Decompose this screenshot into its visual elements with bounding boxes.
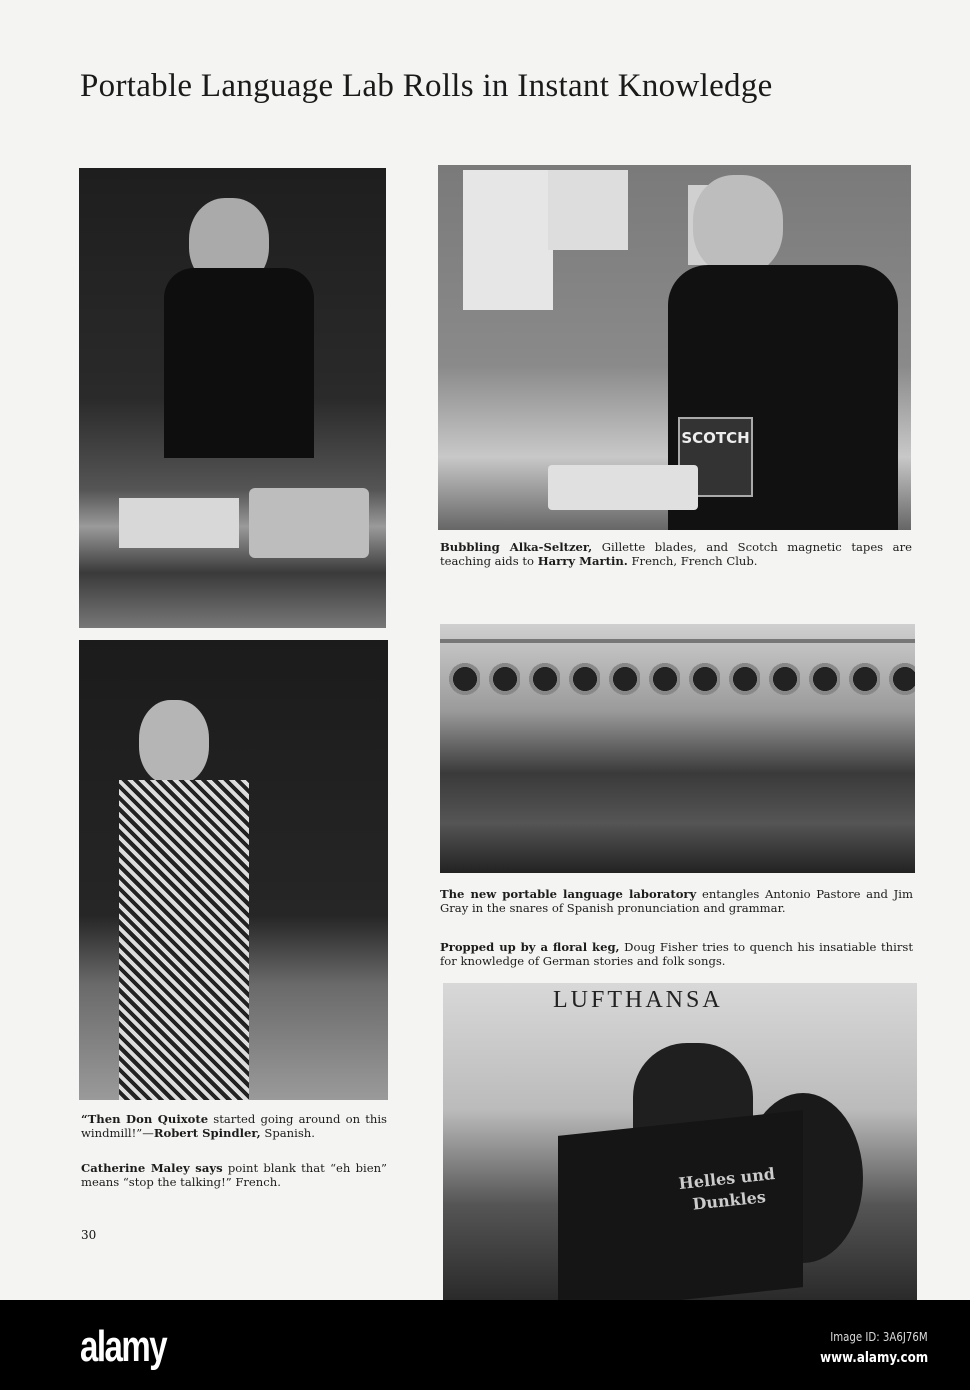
- caption-bold: The new portable language laboratory: [440, 887, 697, 901]
- photo-robert-spindler: [79, 168, 386, 628]
- photo-harry-martin: [438, 165, 911, 530]
- photo-catherine-maley: [79, 640, 388, 1100]
- alamy-url: www.alamy.com: [819, 1350, 928, 1366]
- caption-bold: Harry Martin.: [537, 553, 628, 568]
- photo-language-lab: [440, 624, 915, 873]
- caption-bold: Robert Spindler,: [153, 1125, 261, 1140]
- page-title: Portable Language Lab Rolls in Instant Knowledge: [80, 68, 773, 104]
- caption-text: started going around on this windmill!”—: [81, 1112, 387, 1140]
- caption-doug-fisher: [440, 941, 913, 968]
- caption-text: point blank that “eh bien” means “stop the talking!” French.: [81, 1161, 387, 1189]
- image-id: Image ID: 3A6J76M: [830, 1330, 928, 1344]
- watermark-footer: [0, 1300, 970, 1390]
- caption-bold: Propped up by a floral keg,: [440, 940, 620, 954]
- caption-bold: “Then Don Quixote: [81, 1112, 209, 1126]
- caption-robert-spindler: [81, 1113, 387, 1140]
- caption-text: French, French Club.: [627, 553, 758, 568]
- photo-doug-fisher: [443, 983, 917, 1300]
- scotch-tape-box: SCOTCH: [678, 417, 753, 497]
- caption-bold: Bubbling Alka-Seltzer,: [440, 540, 593, 554]
- caption-text: Doug Fisher tries to quench his insatiable thirst for knowledge of German stories and folk songs.: [440, 940, 913, 968]
- lufthansa-sign: LUFTHANSA: [553, 987, 723, 1013]
- caption-text: Gillette blades, and Scotch magnetic tapes are teaching aids to: [440, 540, 912, 568]
- caption-harry-martin: [440, 541, 912, 568]
- book-title: Helles und Dunkles: [677, 1164, 776, 1214]
- caption-bold: Catherine Maley says: [81, 1161, 223, 1175]
- caption-catherine-maley: [81, 1162, 387, 1189]
- caption-text: Spanish.: [260, 1125, 315, 1140]
- caption-language-lab: [440, 888, 913, 915]
- alamy-logo: alamy: [80, 1322, 167, 1371]
- caption-text: entangles Antonio Pastore and Jim Gray in the snares of Spanish pronunciation and grammar.: [440, 887, 913, 915]
- page-number: 30: [81, 1228, 97, 1242]
